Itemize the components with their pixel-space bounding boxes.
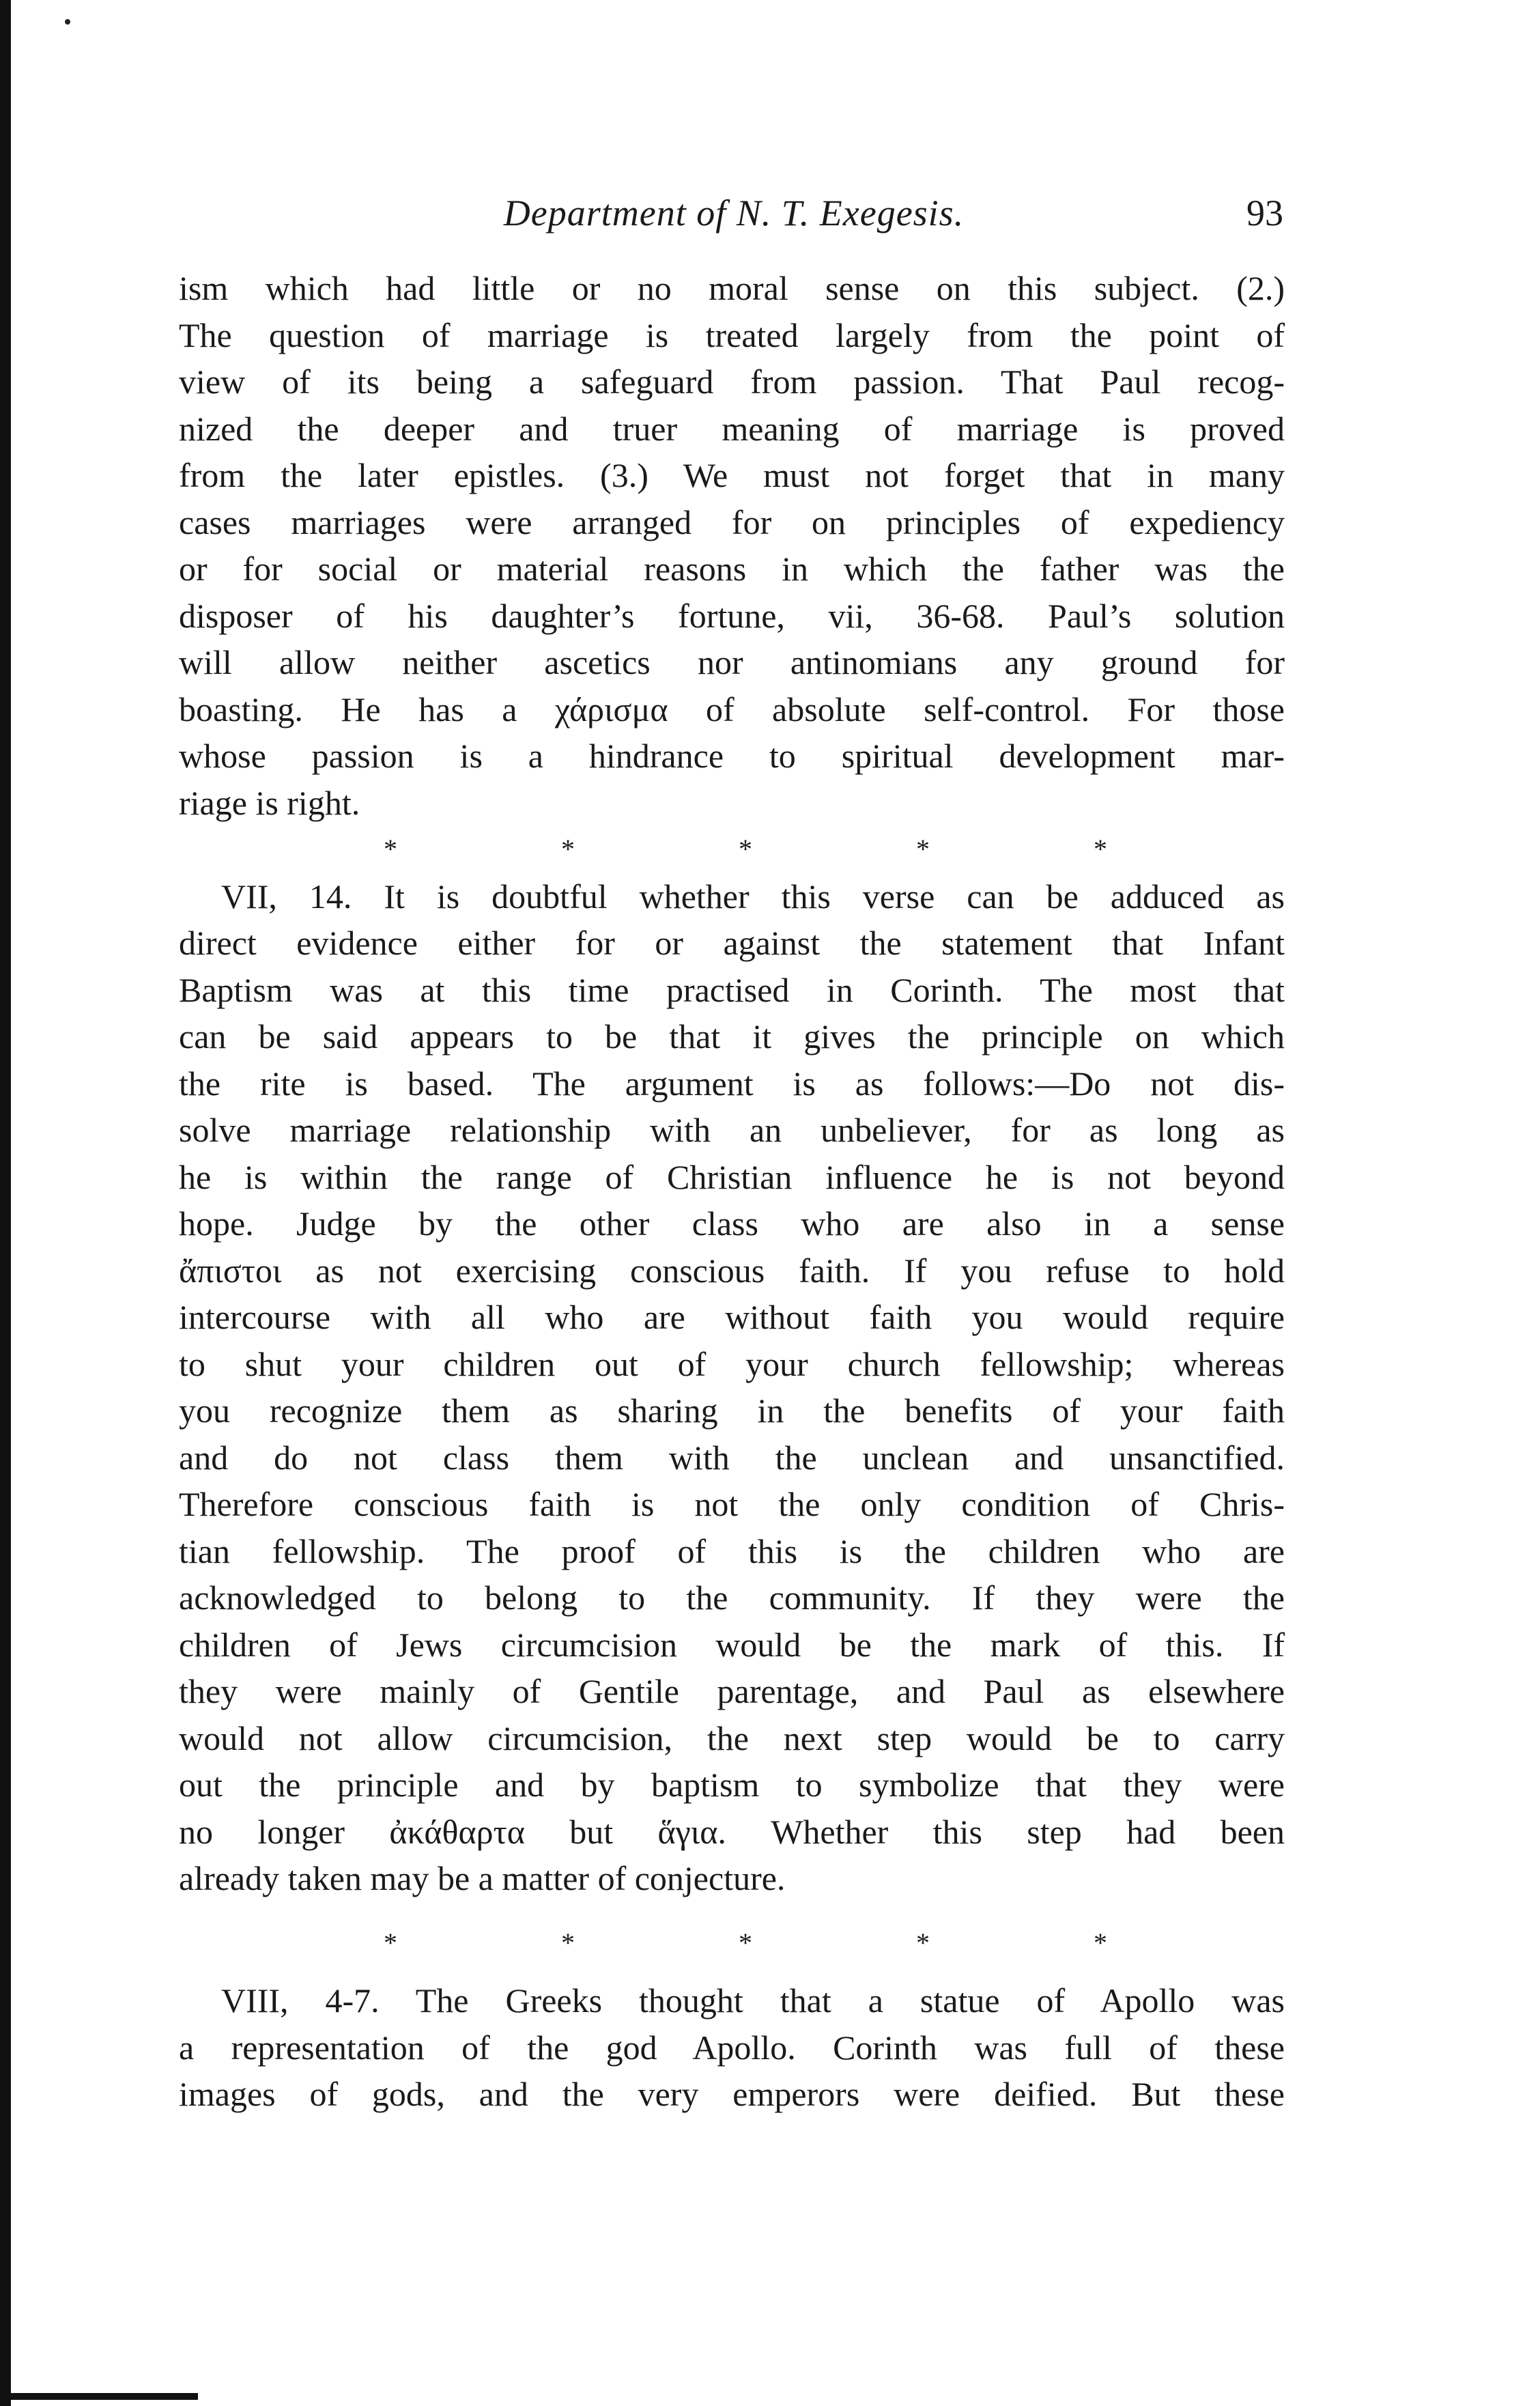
text-line: they were mainly of Gentile parentage, and Paul as elsewhere: [179, 1672, 1285, 1710]
text-line: or for social or material reasons in which the father was the: [179, 550, 1285, 588]
text-line: nized the deeper and truer meaning of marriage is proved: [179, 409, 1285, 448]
text-line: VIII, 4-7. The Greeks thought that a statue of Apollo was: [221, 1981, 1285, 2020]
text-line: disposer of his daughter’s fortune, vii, 36-68. Paul’s solution: [179, 596, 1285, 635]
text-line: a representation of the god Apollo. Corinth was full of these: [179, 2028, 1285, 2067]
text-line: can be said appears to be that it gives the principle on which: [179, 1017, 1285, 1056]
text-line: and do not class them with the unclean and unsanctified.: [179, 1438, 1285, 1477]
separator-asterisk: *: [739, 834, 752, 864]
text-line: riage is right.: [179, 783, 360, 822]
text-line: acknowledged to belong to the community. If they were the: [179, 1579, 1285, 1617]
separator-asterisk: *: [561, 834, 575, 864]
text-line: view of its being a safeguard from passion. That Paul recog-: [179, 363, 1285, 401]
text-line: no longer ἀκάθαρτα but ἅγια. Whether this step had been: [179, 1812, 1285, 1851]
text-line: tian fellowship. The proof of this is the children who are: [179, 1531, 1285, 1570]
separator-asterisk: *: [1094, 834, 1107, 864]
text-line: images of gods, and the very emperors were deified. But these: [179, 2075, 1285, 2113]
text-line: hope. Judge by the other class who are also in a sense: [179, 1204, 1285, 1243]
paragraph-viii-4-7: [179, 1977, 1285, 2118]
text-line: children of Jews circumcision would be the mark of this. If: [179, 1625, 1285, 1664]
running-title: Department of N. T. Exegesis.: [503, 193, 965, 233]
text-line: ἄπιστοι as not exercising conscious faith. If you refuse to hold: [179, 1251, 1285, 1290]
text-line: Therefore conscious faith is not the only condition of Chris-: [179, 1485, 1285, 1523]
text-line: The question of marriage is treated largely from the point of: [179, 315, 1285, 354]
text-line: out the principle and by baptism to symbolize that they were: [179, 1766, 1285, 1804]
text-line: boasting. He has a χάρισμα of absolute self-control. For those: [179, 690, 1285, 728]
page-body: [179, 265, 1285, 2118]
scan-bottom-edge: [0, 2393, 198, 2400]
text-line: from the later epistles. (3.) We must not forget that in many: [179, 456, 1285, 494]
text-line: direct evidence either for or against the statement that Infant: [179, 924, 1285, 962]
text-line: whose passion is a hindrance to spiritual development mar-: [179, 737, 1285, 775]
text-line: to shut your children out of your church fellowship; whereas: [179, 1344, 1285, 1383]
text-line: the rite is based. The argument is as follows:—Do not dis-: [179, 1064, 1285, 1103]
separator-asterisk: *: [916, 834, 930, 864]
running-head: [184, 186, 1283, 240]
separator-asterisk: *: [384, 834, 397, 864]
text-line: he is within the range of Christian influence he is not beyond: [179, 1157, 1285, 1196]
text-line: you recognize them as sharing in the benefits of your faith: [179, 1391, 1285, 1430]
text-line: will allow neither ascetics nor antinomians any ground for: [179, 643, 1285, 681]
text-line: would not allow circumcision, the next step would be to carry: [179, 1718, 1285, 1757]
scan-speck: [65, 19, 70, 25]
text-line: VII, 14. It is doubtful whether this verse can be adduced as: [221, 877, 1285, 916]
page-number: 93: [1246, 193, 1283, 233]
text-line: ism which had little or no moral sense on this subject. (2.): [179, 269, 1285, 307]
paragraph-vii-14: [179, 873, 1285, 1902]
separator-asterisk: *: [384, 1927, 397, 1958]
separator-asterisk: *: [561, 1927, 575, 1958]
scan-page-edge: [0, 0, 11, 2406]
separator-asterisk: *: [1094, 1927, 1107, 1958]
section-separator: [179, 826, 1285, 873]
text-line: already taken may be a matter of conjecture.: [179, 1859, 786, 1897]
text-line: cases marriages were arranged for on principles of expediency: [179, 503, 1285, 541]
section-separator: [179, 1920, 1285, 1967]
separator-asterisk: *: [739, 1927, 752, 1958]
separator-asterisk: *: [916, 1927, 930, 1958]
paragraph-marriage: [179, 265, 1285, 826]
text-line: solve marriage relationship with an unbeliever, for as long as: [179, 1111, 1285, 1149]
text-line: intercourse with all who are without faith you would require: [179, 1298, 1285, 1336]
text-line: Baptism was at this time practised in Corinth. The most that: [179, 970, 1285, 1009]
